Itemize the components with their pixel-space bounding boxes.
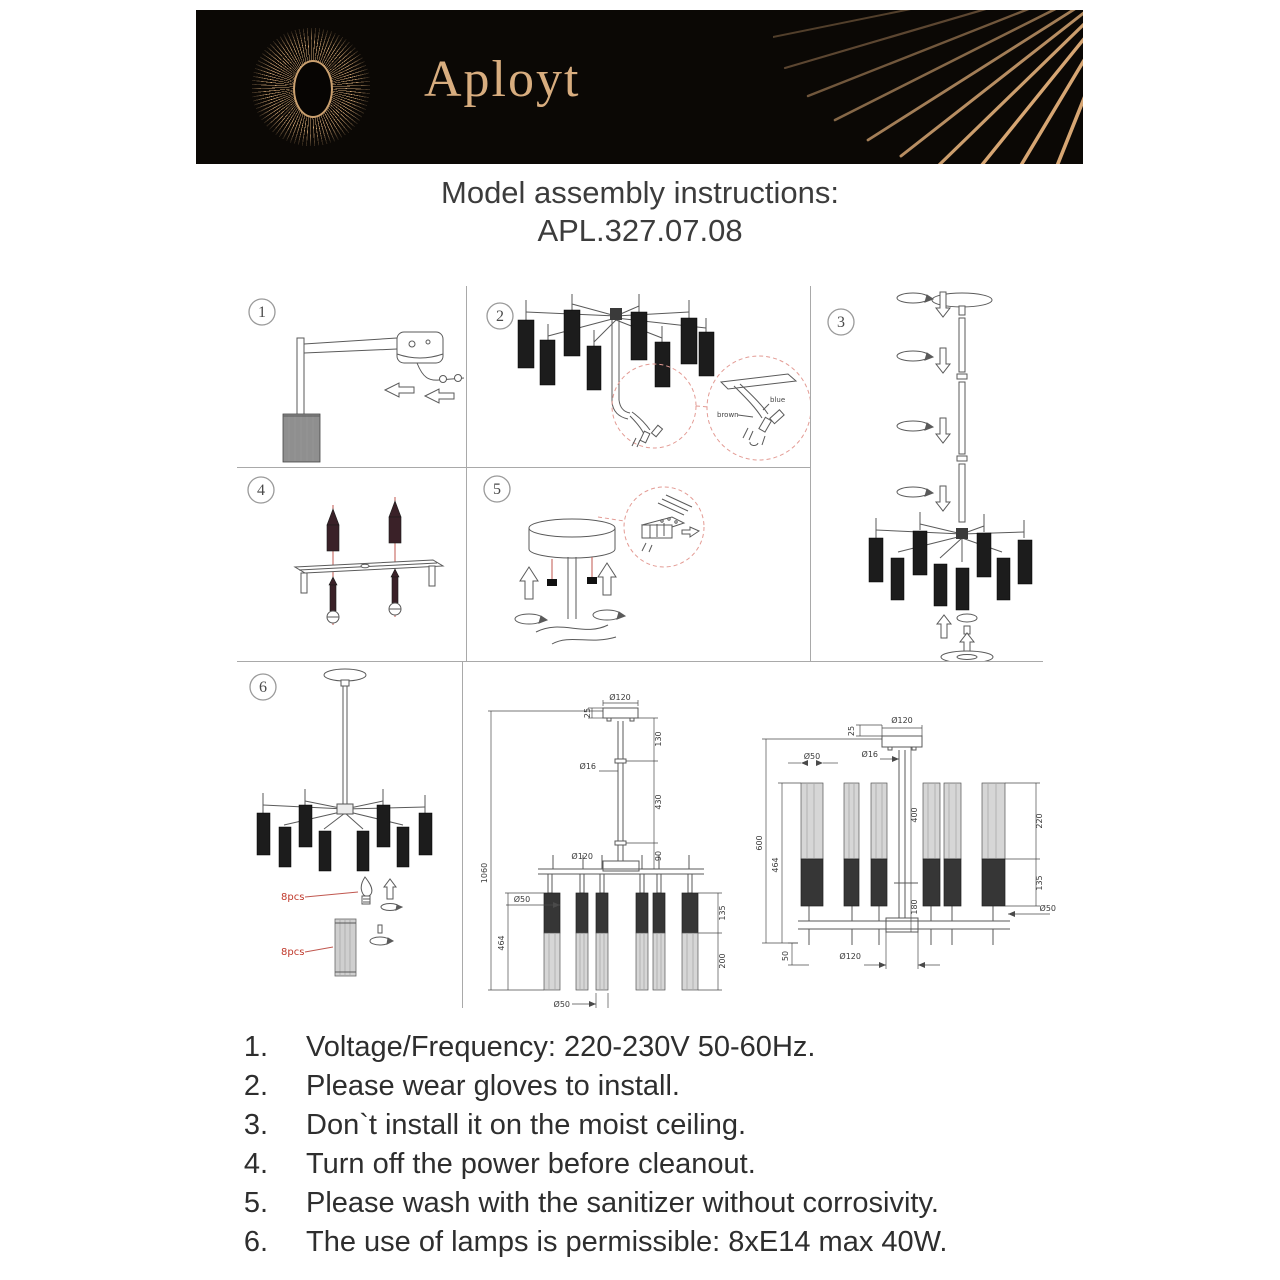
- dim-total-height: 600: [755, 835, 764, 851]
- item-number: 4.: [243, 1148, 268, 1180]
- candle-bulb: [361, 877, 372, 904]
- dim-rod-diameter: Ø16: [579, 762, 596, 771]
- dim-rod-diameter: Ø16: [861, 750, 878, 759]
- instruction-list: [234, 1028, 1064, 1262]
- dim-body-height: 464: [497, 935, 506, 951]
- dimension-drawing-inverted: [748, 693, 1060, 1018]
- step2-number: 2: [496, 308, 504, 325]
- screws: [327, 569, 401, 623]
- step2-panel: [466, 286, 810, 467]
- title-line1: Model assembly instructions:: [441, 175, 839, 210]
- list-item: [234, 1184, 1064, 1223]
- dim-shade-bottom-diameter: Ø50: [553, 1000, 570, 1009]
- down-arrows: [936, 292, 950, 511]
- shades: [257, 805, 432, 871]
- dim-canopy-height: 25: [847, 725, 856, 737]
- item-number: 2.: [243, 1070, 268, 1102]
- dim-canopy-diameter: Ø120: [891, 716, 913, 725]
- starburst-logo-icon: [252, 28, 370, 146]
- dim-shade-glass: 220: [1035, 813, 1044, 829]
- dim-body-height: 464: [771, 857, 780, 873]
- dim-mid-rod: 430: [654, 794, 663, 810]
- dim-shade-diameter: Ø50: [513, 895, 531, 904]
- step5-number: 5: [493, 481, 501, 498]
- shades: [801, 783, 1005, 906]
- dim-shade-diameter: Ø50: [803, 752, 821, 761]
- item-text: Please wash with the sanitizer without corrosivity.: [306, 1187, 939, 1219]
- dim-shade-lower: 135: [1035, 875, 1044, 891]
- item-number: 6.: [243, 1226, 268, 1258]
- step4-panel: [237, 467, 466, 661]
- item-text: Don`t install it on the moist ceiling.: [306, 1109, 747, 1141]
- dim-hub-length: 180: [910, 899, 919, 915]
- dim-rod-length: 400: [910, 807, 919, 823]
- dim-shade-lower: 200: [718, 953, 727, 969]
- brand-banner: [196, 10, 1083, 164]
- dim-total-height: 1060: [480, 862, 489, 884]
- dim-hub-diameter: Ø120: [571, 852, 593, 861]
- step3-panel: [810, 286, 1043, 661]
- dim-upper-rod: 130: [654, 731, 663, 747]
- list-item: [234, 1028, 1064, 1067]
- dim-hub-height: 90: [654, 850, 663, 862]
- shade-tube: [335, 919, 356, 976]
- anchor-bolts: [327, 501, 401, 551]
- item-number: 1.: [243, 1031, 268, 1063]
- item-text: Turn off the power before cleanout.: [306, 1148, 756, 1180]
- dim-side-shade-diameter: Ø50: [1039, 904, 1056, 913]
- dim-canopy-height: 25: [583, 707, 592, 719]
- model-number: APL.327.07.08: [537, 213, 743, 248]
- step4-number: 4: [257, 482, 265, 499]
- wire-label-brown: brown: [717, 411, 739, 419]
- dim-shade-upper: 135: [718, 905, 727, 921]
- decorative-rays-icon: [773, 10, 1083, 164]
- step1-number: 1: [258, 304, 266, 321]
- item-text: Please wear gloves to install.: [306, 1070, 680, 1102]
- shades: [869, 531, 1032, 610]
- item-text: Voltage/Frequency: 220-230V 50-60Hz.: [306, 1031, 816, 1063]
- step6-number: 6: [259, 679, 267, 696]
- brand-name: Aployt: [424, 51, 581, 108]
- shade-qty-label: 8pcs: [281, 947, 305, 958]
- item-text: The use of lamps is permissible: 8xE14 max 40W.: [306, 1226, 948, 1258]
- list-item: [234, 1223, 1064, 1262]
- document-title: [0, 174, 1280, 250]
- wire-label-blue: blue: [770, 396, 786, 404]
- shades: [544, 874, 698, 990]
- list-item: [234, 1067, 1064, 1106]
- dim-hub-diameter: Ø120: [839, 952, 861, 961]
- dimension-drawing-front: [460, 693, 750, 1018]
- step5-panel: [466, 467, 810, 661]
- item-number: 5.: [243, 1187, 268, 1219]
- step6-panel: [237, 661, 462, 1008]
- step3-number: 3: [837, 314, 845, 331]
- bulb-qty-label: 8pcs: [281, 892, 305, 903]
- list-item: [234, 1106, 1064, 1145]
- dim-arm-stub: 50: [781, 950, 790, 962]
- item-number: 3.: [243, 1109, 268, 1141]
- shades: [518, 310, 714, 390]
- dim-canopy-diameter: Ø120: [609, 693, 631, 702]
- list-item: [234, 1145, 1064, 1184]
- step1-panel: [237, 286, 466, 467]
